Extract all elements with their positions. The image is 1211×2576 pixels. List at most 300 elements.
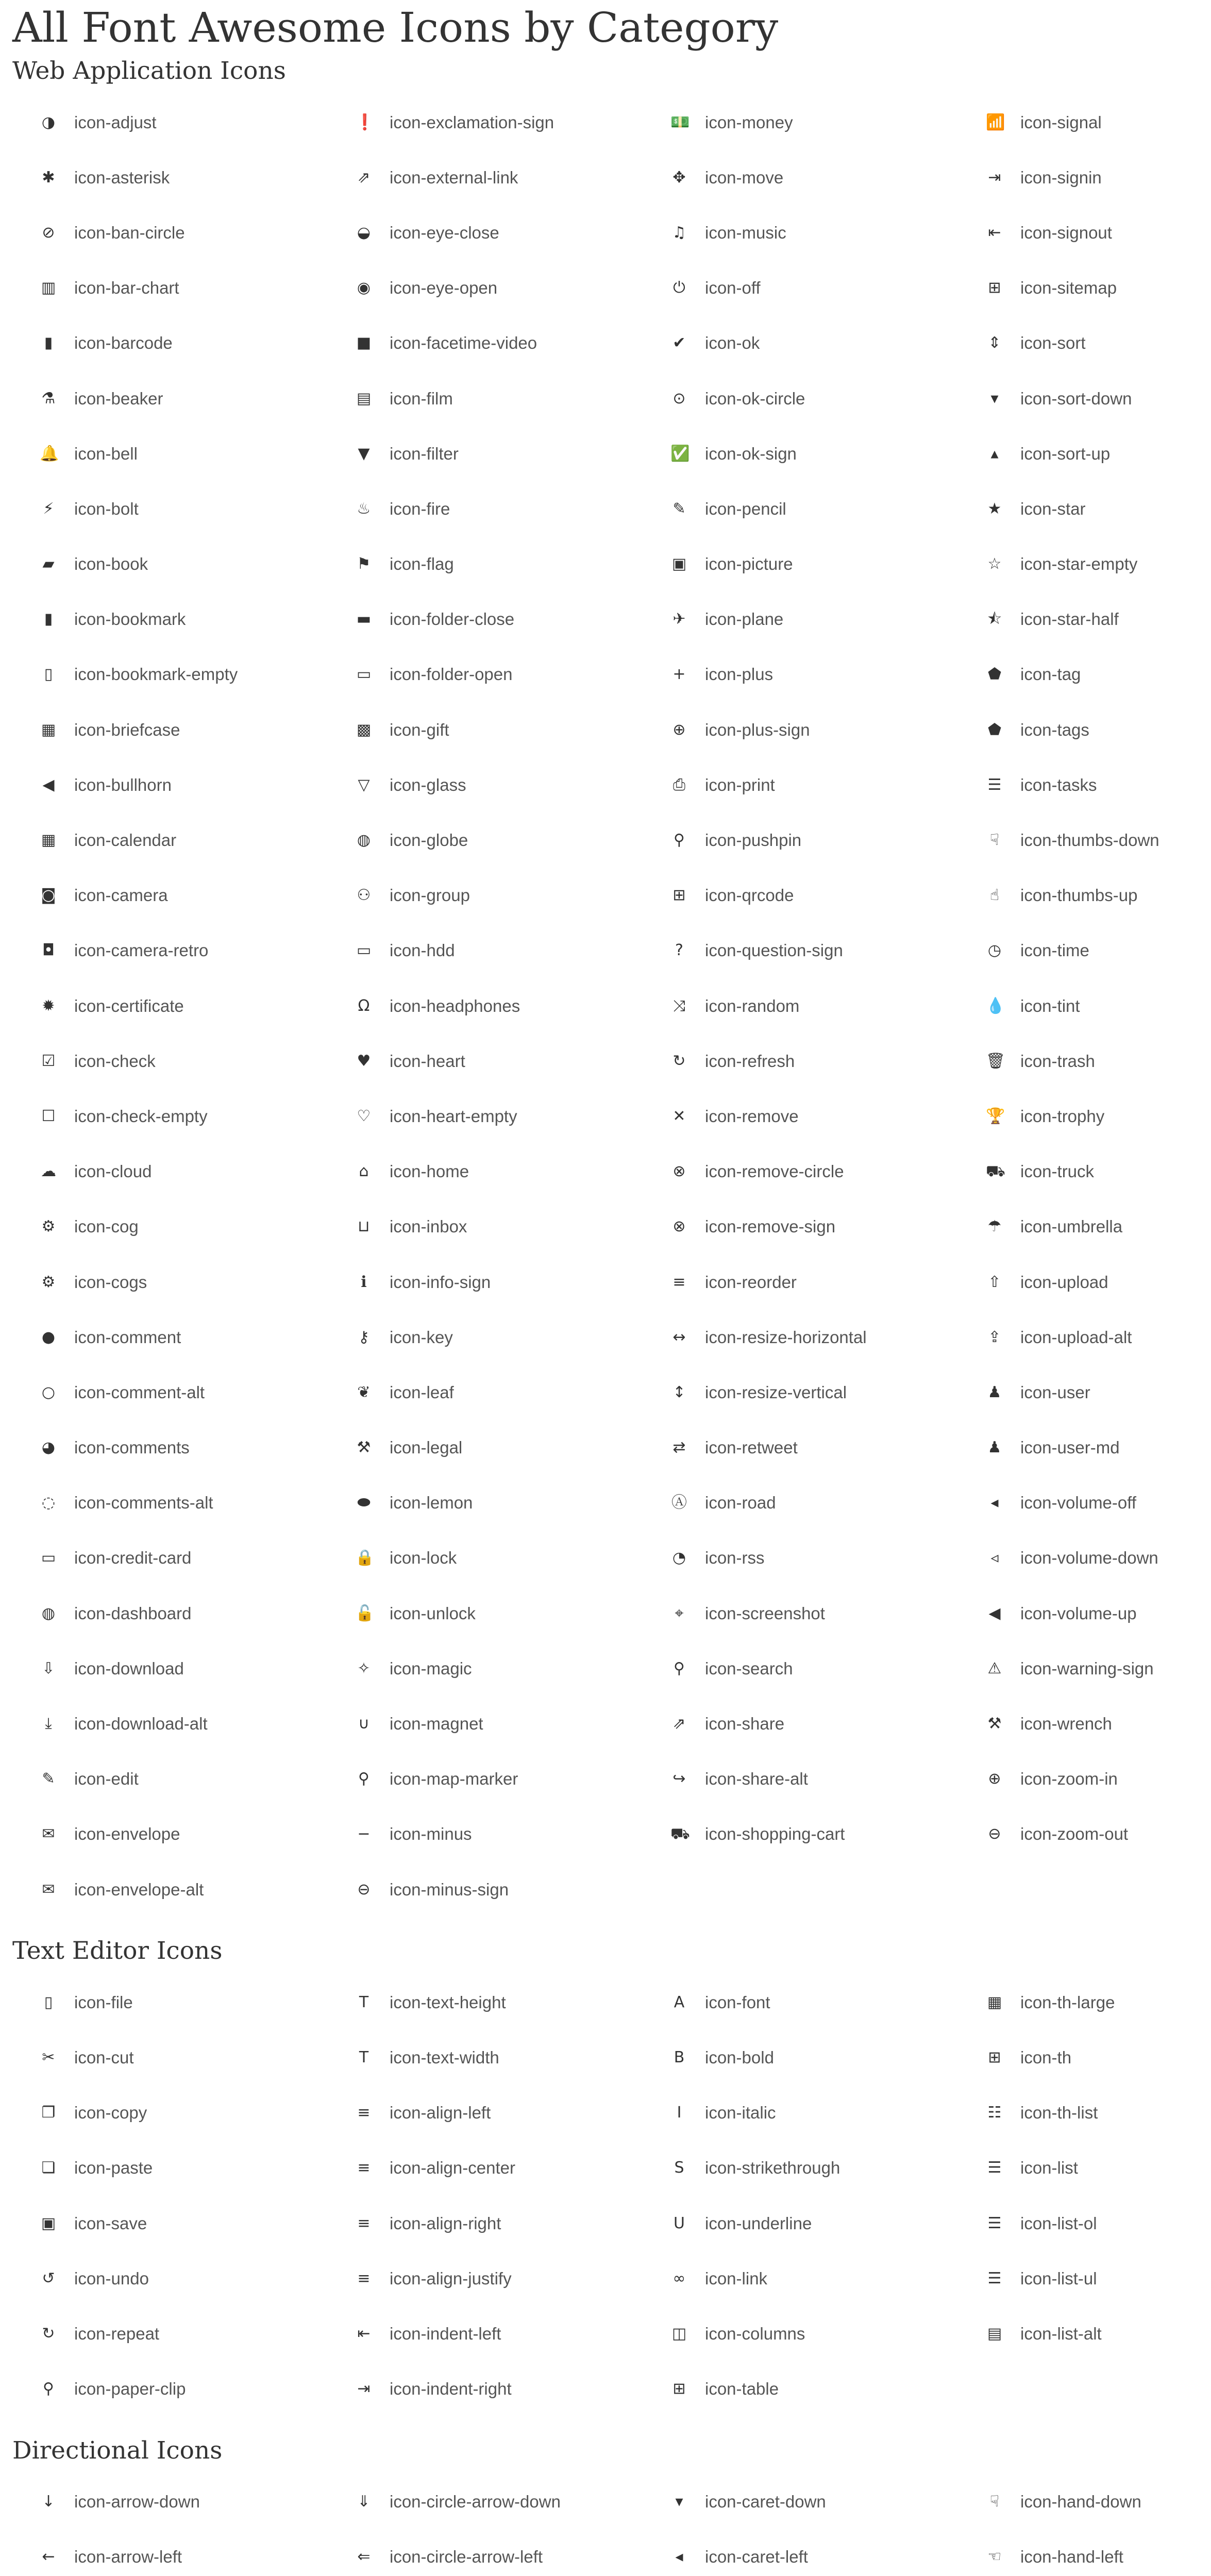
flag-icon	[352, 553, 375, 575]
arrow-left-icon	[37, 2546, 60, 2568]
gift-icon-glyph: ▩	[356, 720, 372, 739]
certificate-icon-glyph: ✹	[42, 996, 55, 1015]
icon-label: icon-credit-card	[74, 1548, 192, 1568]
text-width-icon-glyph: T	[359, 2048, 369, 2066]
undo-icon-glyph: ↺	[42, 2269, 55, 2287]
icon-list-item	[958, 1144, 1199, 1199]
icon-label: icon-remove-circle	[705, 1162, 844, 1181]
comment-alt-icon	[37, 1381, 60, 1404]
list-icon	[983, 2157, 1006, 2179]
icon-list-item	[643, 426, 958, 481]
eye-open-icon-glyph: ◉	[357, 279, 371, 297]
icon-list-item	[328, 1420, 643, 1476]
reorder-icon-glyph: ≡	[672, 1273, 686, 1291]
icon-label: icon-bookmark	[74, 609, 186, 629]
icon-label: icon-arrow-left	[74, 2547, 182, 2567]
globe-icon-glyph: ◍	[357, 831, 371, 850]
random-icon	[668, 995, 691, 1018]
icon-label: icon-gift	[390, 720, 449, 739]
star-half-icon	[983, 608, 1006, 631]
bolt-icon-glyph: ⚡	[43, 499, 54, 518]
icon-label: icon-tasks	[1020, 775, 1097, 794]
icon-label: icon-plus-sign	[705, 720, 810, 739]
icon-label: icon-underline	[705, 2213, 812, 2233]
icon-label: icon-user-md	[1020, 1438, 1120, 1458]
eye-close-icon-glyph: ◒	[357, 223, 371, 242]
icon-list-item	[958, 1531, 1199, 1586]
icon-label: icon-font	[705, 1992, 770, 2012]
icon-label: icon-columns	[705, 2324, 805, 2343]
page-title: All Font Awesome Icons by Category	[12, 4, 779, 52]
icon-label: icon-qrcode	[705, 886, 794, 905]
volume-down-icon	[983, 1547, 1006, 1569]
icon-list-item	[12, 2475, 328, 2530]
user-icon-glyph: ♟	[987, 1383, 1002, 1401]
icon-list-item	[12, 371, 328, 426]
icon-label: icon-star-half	[1020, 609, 1119, 629]
bolt-icon	[37, 498, 60, 520]
resize-horizontal-icon	[668, 1326, 691, 1349]
icon-list-item	[328, 2475, 643, 2530]
align-center-icon-glyph: ≡	[357, 2159, 371, 2177]
icon-label: icon-screenshot	[705, 1603, 825, 1623]
shopping-cart-icon-glyph: ⛟	[670, 1825, 690, 1843]
icon-label: icon-hdd	[390, 941, 455, 960]
trash-icon-glyph: 🗑	[986, 1052, 1006, 1070]
icon-label: icon-group	[390, 886, 470, 905]
icon-list-item	[12, 1476, 328, 1531]
hdd-icon	[352, 939, 375, 962]
icon-list-item	[328, 2251, 643, 2306]
barcode-icon-glyph: ▮	[44, 334, 53, 352]
icon-list-item	[643, 2475, 958, 2530]
bar-chart-icon	[37, 277, 60, 299]
icon-label: icon-list-alt	[1020, 2324, 1102, 2343]
camera-icon	[37, 884, 60, 907]
icon-list-item	[12, 2196, 328, 2251]
icon-label: icon-refresh	[705, 1051, 795, 1071]
icon-label: icon-filter	[390, 444, 459, 463]
icon-label: icon-zoom-out	[1020, 1824, 1129, 1844]
download-alt-icon-glyph: ⤓	[45, 1715, 52, 1733]
ok-sign-icon-glyph: ✅	[670, 444, 690, 463]
icon-list-item	[328, 592, 643, 647]
picture-icon	[668, 553, 691, 575]
arrow-down-icon	[37, 2490, 60, 2513]
icon-label: icon-ok-sign	[705, 444, 797, 463]
section-web-application-icons	[12, 56, 1199, 1936]
user-md-icon-glyph: ♟	[987, 1438, 1002, 1457]
sections-container	[12, 56, 1199, 2576]
icon-label: icon-random	[705, 996, 800, 1015]
icon-list-item	[12, 205, 328, 260]
icon-label: icon-align-right	[390, 2213, 501, 2233]
columns-icon-glyph: ◫	[671, 2324, 687, 2343]
icon-label: icon-sort-down	[1020, 388, 1132, 408]
fire-icon-glyph: ♨	[357, 499, 371, 518]
refresh-icon	[668, 1050, 691, 1073]
upload-alt-icon-glyph: ⇪	[988, 1328, 1001, 1346]
filter-icon-glyph: ▼	[358, 444, 370, 463]
hand-down-icon-glyph: ☟	[989, 2493, 1000, 2511]
off-icon-glyph: ⏻	[673, 279, 685, 297]
icon-list-item	[328, 1975, 643, 2030]
icon-label: icon-fire	[390, 499, 450, 518]
envelope-icon-glyph: ✉	[42, 1825, 55, 1843]
remove-icon-glyph: ✕	[672, 1107, 686, 1125]
copy-icon	[37, 2102, 60, 2124]
icon-label: icon-th-large	[1020, 1992, 1115, 2012]
icon-label: icon-camera	[74, 886, 168, 905]
edit-icon	[37, 1768, 60, 1790]
icon-list-item	[958, 1033, 1199, 1089]
tags-icon	[983, 719, 1006, 741]
icon-list-item	[958, 2251, 1199, 2306]
file-icon	[37, 1991, 60, 2014]
rss-icon	[668, 1547, 691, 1569]
bell-icon	[37, 443, 60, 465]
warning-sign-icon-glyph: ⚠	[987, 1659, 1002, 1677]
road-icon	[668, 1492, 691, 1514]
icon-list-item	[958, 1476, 1199, 1531]
icon-list-item	[958, 868, 1199, 923]
icon-grid	[12, 95, 1199, 1917]
icon-label: icon-reorder	[705, 1272, 797, 1292]
reorder-icon	[668, 1271, 691, 1294]
umbrella-icon	[983, 1215, 1006, 1238]
plus-icon	[668, 663, 691, 686]
icon-list-item	[12, 812, 328, 868]
icon-label: icon-pushpin	[705, 831, 802, 850]
icon-label: icon-comments-alt	[74, 1493, 213, 1513]
icon-list-item	[643, 1476, 958, 1531]
credit-card-icon-glyph: ▭	[41, 1549, 56, 1567]
icon-list-item	[328, 2362, 643, 2417]
icon-list-item	[958, 426, 1199, 481]
globe-icon	[352, 829, 375, 852]
icon-list-item	[958, 757, 1199, 812]
headphones-icon	[352, 995, 375, 1018]
th-list-icon	[983, 2102, 1006, 2124]
icon-list-item	[958, 205, 1199, 260]
icon-list-item	[12, 2141, 328, 2196]
table-icon-glyph: ⊞	[672, 2380, 686, 2398]
icon-label: icon-music	[705, 223, 786, 242]
link-icon-glyph: ∞	[672, 2269, 686, 2287]
signin-icon	[983, 166, 1006, 189]
icon-label: icon-signal	[1020, 112, 1102, 132]
icon-list-item	[328, 757, 643, 812]
signout-icon	[983, 222, 1006, 244]
icon-list-item	[12, 481, 328, 536]
group-icon	[352, 884, 375, 907]
icon-label: icon-ok	[705, 333, 760, 353]
cogs-icon-glyph: ⚙	[41, 1273, 56, 1291]
icon-list-item	[12, 1365, 328, 1420]
retweet-icon	[668, 1436, 691, 1459]
icon-label: icon-envelope-alt	[74, 1879, 204, 1899]
magnet-icon	[352, 1713, 375, 1735]
qrcode-icon	[668, 884, 691, 907]
icon-label: icon-cut	[74, 2047, 134, 2067]
remove-sign-icon-glyph: ⊗	[672, 1217, 686, 1236]
icon-list-item	[12, 1696, 328, 1751]
remove-circle-icon-glyph: ⊗	[672, 1162, 686, 1181]
shopping-cart-icon	[668, 1823, 691, 1845]
icon-list-item	[958, 150, 1199, 205]
icon-list-item	[643, 2030, 958, 2085]
icon-list-item	[643, 95, 958, 150]
icon-label: icon-file	[74, 1992, 133, 2012]
icon-label: icon-bookmark-empty	[74, 665, 238, 684]
icon-label: icon-search	[705, 1658, 793, 1678]
facetime-video-icon	[352, 332, 375, 354]
pushpin-icon	[668, 829, 691, 852]
star-icon-glyph: ★	[987, 499, 1002, 518]
icon-label: icon-circle-arrow-left	[390, 2547, 543, 2567]
dashboard-icon-glyph: ◍	[41, 1604, 56, 1622]
key-icon	[352, 1326, 375, 1349]
time-icon	[983, 939, 1006, 962]
icon-label: icon-caret-down	[705, 2492, 826, 2512]
icon-label: icon-pencil	[705, 499, 786, 518]
icon-label: icon-user	[1020, 1382, 1090, 1402]
legal-icon-glyph: ⚒	[357, 1438, 371, 1457]
icon-list-item	[958, 2306, 1199, 2361]
icon-list-item	[12, 150, 328, 205]
align-justify-icon	[352, 2267, 375, 2290]
icon-label: icon-key	[390, 1327, 453, 1347]
icon-label: icon-envelope	[74, 1824, 180, 1844]
volume-down-icon-glyph: ◃	[990, 1549, 999, 1567]
headphones-icon-glyph: Ω	[358, 996, 370, 1015]
list-ol-icon-glyph: ☰	[987, 2214, 1002, 2232]
magic-icon	[352, 1657, 375, 1680]
copy-icon-glyph: ❐	[41, 2104, 56, 2122]
truck-icon-glyph: ⛟	[986, 1162, 1005, 1181]
indent-left-icon-glyph: ⇤	[357, 2324, 371, 2343]
font-icon-glyph: A	[674, 1993, 685, 2011]
icon-list-item	[643, 261, 958, 316]
icon-list-item	[958, 1752, 1199, 1807]
icon-list-item	[643, 2196, 958, 2251]
undo-icon	[37, 2267, 60, 2290]
time-icon-glyph: ◷	[987, 941, 1002, 960]
icon-list-item	[12, 1033, 328, 1089]
icon-label: icon-minus-sign	[390, 1879, 509, 1899]
book-icon-glyph: ▰	[42, 555, 55, 573]
icon-label: icon-upload	[1020, 1272, 1108, 1292]
question-sign-icon	[668, 939, 691, 962]
icon-label: icon-text-height	[390, 1992, 506, 2012]
icon-label: icon-hand-down	[1020, 2492, 1141, 2512]
arrow-left-icon-glyph: ←	[42, 2548, 55, 2566]
icon-list-item	[328, 1144, 643, 1199]
adjust-icon	[37, 111, 60, 134]
align-left-icon-glyph: ≡	[357, 2104, 371, 2122]
home-icon	[352, 1160, 375, 1183]
edit-icon-glyph: ✎	[42, 1770, 55, 1788]
sort-icon	[983, 332, 1006, 354]
icon-label: icon-thumbs-up	[1020, 886, 1138, 905]
icon-list-item	[958, 1696, 1199, 1751]
icon-label: icon-zoom-in	[1020, 1769, 1118, 1789]
icon-list-item	[328, 978, 643, 1033]
section-title: Text Editor Icons	[12, 1937, 223, 1965]
th-icon-glyph: ⊞	[988, 2048, 1001, 2066]
music-icon-glyph: ♫	[672, 223, 686, 242]
pencil-icon	[668, 498, 691, 520]
upload-icon-glyph: ⇧	[988, 1273, 1001, 1291]
icon-list-item	[328, 426, 643, 481]
icon-list-item	[328, 1199, 643, 1255]
resize-vertical-icon-glyph: ↕	[672, 1383, 686, 1401]
barcode-icon	[37, 332, 60, 354]
icon-list-item	[12, 261, 328, 316]
icon-list-item	[12, 1420, 328, 1476]
icon-label: icon-book	[74, 554, 148, 574]
legal-icon	[352, 1436, 375, 1459]
bookmark-icon	[37, 608, 60, 631]
download-icon-glyph: ⇩	[42, 1659, 55, 1677]
share-alt-icon-glyph: ↪	[672, 1770, 686, 1788]
icon-label: icon-globe	[390, 831, 468, 850]
film-icon-glyph: ▤	[356, 389, 372, 408]
map-marker-icon-glyph: ⚲	[358, 1770, 369, 1788]
icon-label: icon-eye-open	[390, 278, 498, 298]
bullhorn-icon	[37, 774, 60, 796]
upload-icon	[983, 1271, 1006, 1294]
icon-label: icon-save	[74, 2213, 147, 2233]
hand-left-icon	[983, 2546, 1006, 2568]
icon-label: icon-sort-up	[1020, 444, 1111, 463]
icon-list-item	[643, 1365, 958, 1420]
sort-up-icon	[983, 443, 1006, 465]
icon-label: icon-exclamation-sign	[390, 112, 554, 132]
icon-list-item	[643, 1975, 958, 2030]
inbox-icon	[352, 1215, 375, 1238]
icon-list-item	[12, 1199, 328, 1255]
icon-list-item	[958, 1641, 1199, 1696]
strikethrough-icon-glyph: S	[674, 2159, 684, 2177]
icon-label: icon-shopping-cart	[705, 1824, 845, 1844]
icon-list-item	[958, 1586, 1199, 1641]
retweet-icon-glyph: ⇄	[672, 1438, 686, 1457]
icon-list-item	[328, 1033, 643, 1089]
icon-label: icon-cogs	[74, 1272, 147, 1292]
eye-close-icon	[352, 222, 375, 244]
icon-label: icon-repeat	[74, 2324, 160, 2343]
icon-label: icon-tint	[1020, 996, 1080, 1015]
icon-label: icon-paste	[74, 2158, 153, 2178]
magic-icon-glyph: ✧	[357, 1659, 371, 1677]
plus-sign-icon	[668, 719, 691, 741]
icon-label: icon-download	[74, 1658, 184, 1678]
remove-icon	[668, 1105, 691, 1128]
icon-list-item	[958, 2030, 1199, 2085]
icon-label: icon-strikethrough	[705, 2158, 840, 2178]
trash-icon	[983, 1050, 1006, 1073]
wrench-icon-glyph: ⚒	[987, 1715, 1002, 1733]
beaker-icon	[37, 387, 60, 410]
indent-right-icon	[352, 2378, 375, 2400]
icon-label: icon-folder-open	[390, 665, 513, 684]
bookmark-empty-icon	[37, 663, 60, 686]
comment-icon	[37, 1326, 60, 1349]
icon-label: icon-remove	[705, 1106, 799, 1126]
sitemap-icon-glyph: ⊞	[988, 279, 1001, 297]
icon-label: icon-heart-empty	[390, 1106, 517, 1126]
icon-list-item	[958, 2196, 1199, 2251]
icon-label: icon-paper-clip	[74, 2379, 186, 2399]
icon-list-item	[12, 316, 328, 371]
volume-up-icon-glyph: ◀	[988, 1604, 1001, 1622]
fire-icon	[352, 498, 375, 520]
asterisk-icon-glyph: ✱	[42, 168, 55, 187]
star-empty-icon	[983, 553, 1006, 575]
music-icon	[668, 222, 691, 244]
icon-label: icon-calendar	[74, 831, 177, 850]
icon-label: icon-list	[1020, 2158, 1078, 2178]
icon-label: icon-folder-close	[390, 609, 515, 629]
icon-list-item	[958, 2475, 1199, 2530]
tags-icon-glyph: ⬟	[987, 720, 1002, 739]
icon-list-item	[328, 923, 643, 978]
film-icon	[352, 387, 375, 410]
icon-list-item	[12, 1641, 328, 1696]
icon-label: icon-bolt	[74, 499, 139, 518]
list-ol-icon	[983, 2212, 1006, 2235]
icon-list-item	[12, 757, 328, 812]
file-icon-glyph: ▯	[44, 1993, 53, 2011]
icon-label: icon-align-left	[390, 2103, 491, 2123]
bar-chart-icon-glyph: ▥	[41, 279, 56, 297]
bookmark-empty-icon-glyph: ▯	[44, 665, 53, 684]
icon-label: icon-magic	[390, 1658, 472, 1678]
icon-label: icon-check	[74, 1051, 156, 1071]
icon-list-item	[328, 1862, 643, 1917]
question-sign-icon-glyph: ?	[675, 941, 683, 960]
map-marker-icon	[352, 1768, 375, 1790]
sort-down-icon	[983, 387, 1006, 410]
icon-list-item	[643, 1531, 958, 1586]
pushpin-icon-glyph: ⚲	[674, 831, 685, 850]
bookmark-icon-glyph: ▮	[44, 610, 53, 629]
icon-label: icon-share-alt	[705, 1769, 808, 1789]
tasks-icon	[983, 774, 1006, 796]
indent-right-icon-glyph: ⇥	[357, 2380, 371, 2398]
icon-list-item	[328, 2086, 643, 2141]
credit-card-icon	[37, 1547, 60, 1569]
icon-label: icon-headphones	[390, 996, 520, 1015]
save-icon-glyph: ▣	[41, 2214, 56, 2232]
icon-label: icon-th-list	[1020, 2103, 1098, 2123]
tag-icon-glyph: ⬟	[987, 665, 1002, 684]
heart-icon	[352, 1050, 375, 1073]
print-icon	[668, 774, 691, 796]
icon-list-item	[328, 537, 643, 592]
icon-label: icon-legal	[390, 1438, 463, 1458]
icon-label: icon-comments	[74, 1438, 190, 1458]
icon-label: icon-wrench	[1020, 1714, 1112, 1734]
road-icon-glyph: Ⓐ	[671, 1494, 687, 1512]
section-directional-icons	[12, 2435, 1199, 2576]
icon-list-item	[958, 537, 1199, 592]
comments-alt-icon-glyph: ◌	[41, 1494, 56, 1512]
icon-label: icon-magnet	[390, 1714, 483, 1734]
icon-list-item	[328, 261, 643, 316]
cut-icon	[37, 2046, 60, 2069]
